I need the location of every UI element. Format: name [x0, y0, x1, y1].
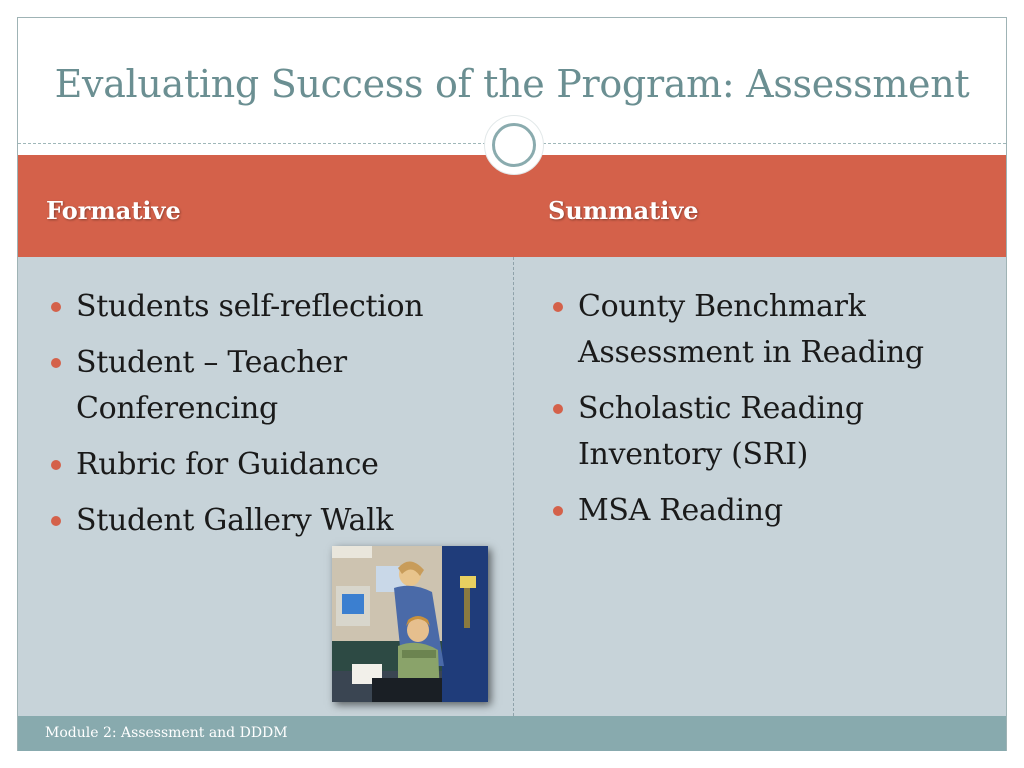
summative-header: Summative — [548, 196, 699, 225]
teacher-student-computer-photo — [332, 546, 488, 702]
circle-ornament-icon — [484, 115, 544, 175]
list-item-text: Students self-reflection — [76, 289, 424, 324]
footer-bar — [18, 716, 1006, 751]
circle-ornament-inner — [492, 123, 536, 167]
list-item — [49, 284, 509, 330]
list-item-text: Scholastic Reading Inventory (SRI) — [578, 391, 864, 472]
formative-header: Formative — [46, 196, 181, 225]
list-item-text: MSA Reading — [578, 493, 783, 528]
list-item-text: Student Gallery Walk — [76, 503, 394, 538]
slide-title: Evaluating Success of the Program: Assessment — [54, 62, 970, 106]
formative-list — [49, 284, 509, 554]
bullet-icon — [553, 506, 563, 516]
list-item-text: County Benchmark Assessment in Reading — [578, 289, 924, 370]
summative-list — [551, 284, 1001, 544]
bullet-icon — [553, 302, 563, 312]
list-item — [551, 488, 1001, 534]
bullet-icon — [51, 460, 61, 470]
list-item-text: Student – Teacher Conferencing — [76, 345, 347, 426]
list-item — [49, 442, 509, 488]
photo-illustration — [332, 546, 488, 702]
list-item — [551, 386, 1001, 478]
list-item — [49, 340, 509, 432]
list-item — [551, 284, 1001, 376]
bullet-icon — [51, 516, 61, 526]
slide — [17, 17, 1007, 751]
bullet-icon — [51, 302, 61, 312]
footer-text: Module 2: Assessment and DDDM — [45, 725, 288, 741]
list-item — [49, 498, 509, 544]
bullet-icon — [553, 404, 563, 414]
bullet-icon — [51, 358, 61, 368]
list-item-text: Rubric for Guidance — [76, 447, 379, 482]
column-divider — [513, 257, 514, 716]
